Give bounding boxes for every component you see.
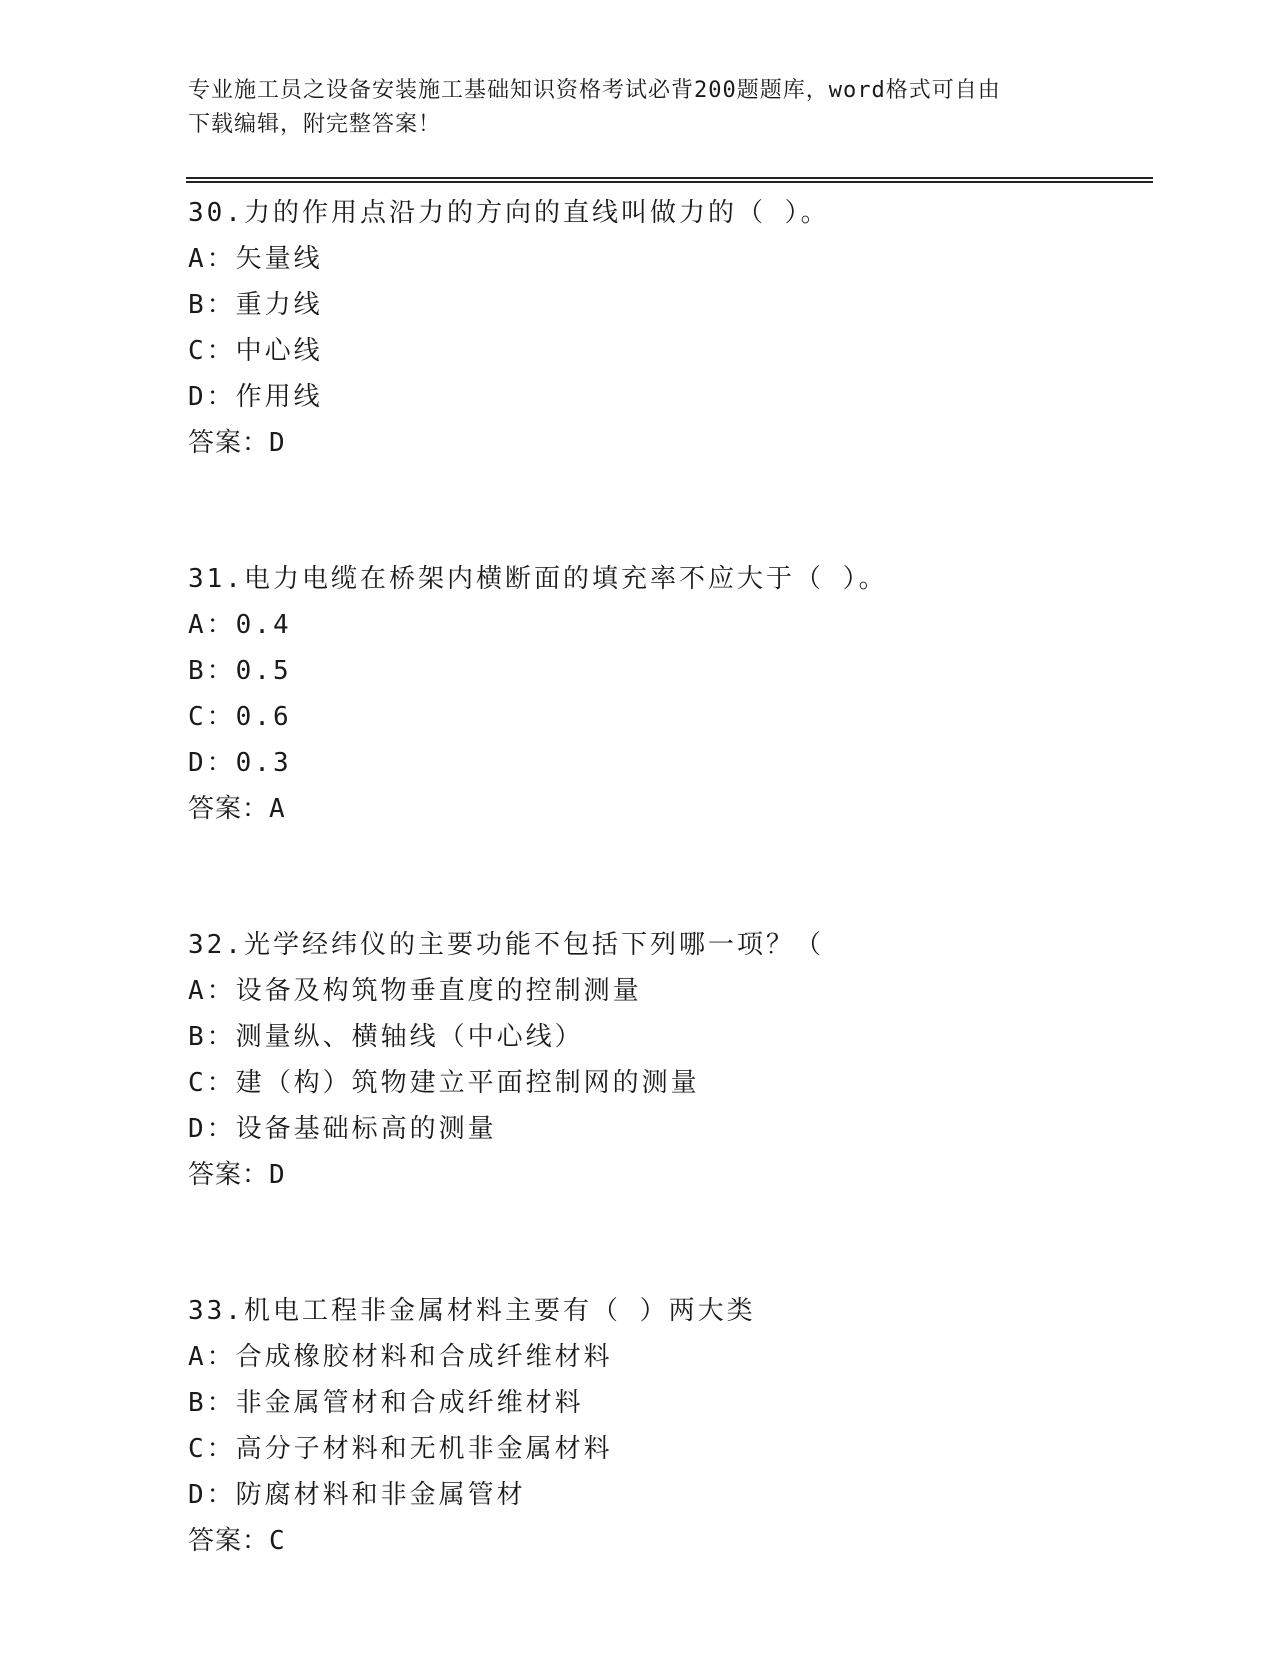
question-list	[188, 190, 1148, 1654]
option-d: D：0.3	[188, 748, 292, 778]
question-32	[188, 922, 1148, 1198]
option-a: A：合成橡胶材料和合成纤维材料	[188, 1342, 613, 1372]
option-b: B：测量纵、横轴线（中心线）	[188, 1022, 584, 1052]
header-line-2: 下载编辑，附完整答案！	[188, 112, 442, 137]
option-a: A：矢量线	[188, 244, 323, 274]
option-c: C：建（构）筑物建立平面控制网的测量	[188, 1068, 700, 1098]
question-31	[188, 556, 1148, 832]
option-b: B：0.5	[188, 656, 292, 686]
option-c: C：0.6	[188, 702, 292, 732]
option-b: B：重力线	[188, 290, 323, 320]
answer-line: 答案：C	[188, 1526, 286, 1556]
answer-line: 答案：D	[188, 428, 286, 458]
question-30	[188, 190, 1148, 466]
header-divider-bottom	[186, 181, 1153, 183]
header-line-1: 专业施工员之设备安装施工基础知识资格考试必背200题题库，word格式可自由	[188, 78, 1001, 103]
question-stem: 30.力的作用点沿力的方向的直线叫做力的（ ）。	[188, 198, 830, 228]
document-header	[188, 74, 1088, 142]
option-b: B：非金属管材和合成纤维材料	[188, 1388, 584, 1418]
option-d: D：作用线	[188, 382, 323, 412]
option-a: A：设备及构筑物垂直度的控制测量	[188, 976, 642, 1006]
option-a: A：0.4	[188, 610, 292, 640]
question-33	[188, 1288, 1148, 1564]
answer-line: 答案：A	[188, 794, 286, 824]
question-stem: 31.电力电缆在桥架内横断面的填充率不应大于（ ）。	[188, 564, 888, 594]
option-c: C：高分子材料和无机非金属材料	[188, 1434, 613, 1464]
answer-line: 答案：D	[188, 1160, 286, 1190]
header-divider-top	[186, 177, 1153, 179]
question-stem: 33.机电工程非金属材料主要有（ ）两大类	[188, 1296, 756, 1326]
option-d: D：设备基础标高的测量	[188, 1114, 497, 1144]
option-c: C：中心线	[188, 336, 323, 366]
question-stem: 32.光学经纬仪的主要功能不包括下列哪一项？（	[188, 930, 824, 960]
option-d: D：防腐材料和非金属管材	[188, 1480, 526, 1510]
